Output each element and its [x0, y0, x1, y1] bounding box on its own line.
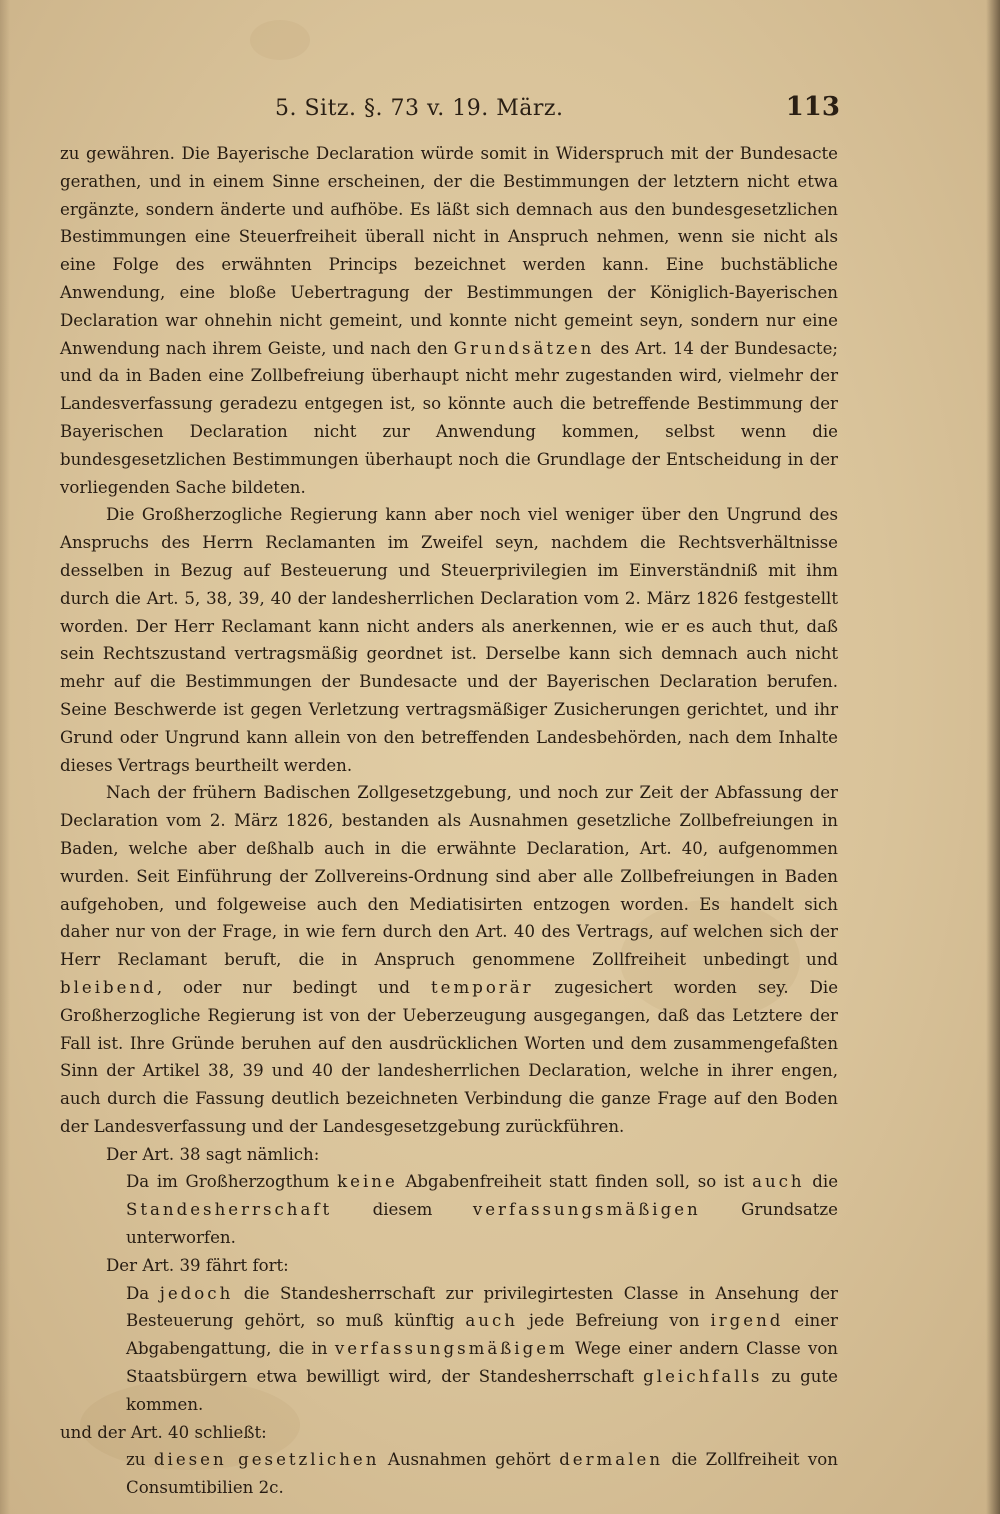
text-run: jede Befreiung von — [528, 1311, 700, 1331]
article-40-intro: und der Art. 40 schließt: — [60, 1422, 267, 1442]
text-run: zu gewähren. Die Bayerische Declaration würde somit in Widerspruch mit der Bundesacte gerathen, und in einem Sinne erscheinen, der die Bestimmungen der letztern nicht etwa ergänzte, sondern änderte und aufhöbe. Es läßt sich demnach aus den bundesgesetzlichen Bestimmungen eine Steuerfreiheit überall nicht in Anspruch nehmen, wenn sie nicht als eine Folge des erwähnten Princips bezeichnet werden kann. Eine buchstäbliche Anwendung, eine bloße Uebertragung der Bestimmungen der Königlich-Bayerischen Declaration war ohnehin nicht gemeint, und konnte nicht gemeint seyn, sondern nur eine Anwendung nach ihrem Geiste, und nach den — [60, 144, 838, 358]
article-40-quote — [60, 1446, 838, 1502]
spaced-text: jedoch — [159, 1283, 234, 1303]
text-run: die Standesherrschaft zur privilegirtesten Classe in Ansehung der Besteuerung gehört, so muß künftig — [126, 1283, 838, 1331]
spaced-text: Standesherrschaft — [126, 1200, 333, 1220]
text-run: Grundsatze unterworfen. — [126, 1200, 838, 1248]
text-run: Da im Großherzogthum — [126, 1172, 330, 1192]
spaced-text: irgend — [710, 1311, 784, 1331]
spaced-text: keine — [337, 1172, 398, 1192]
spaced-text: dermalen — [559, 1450, 664, 1470]
text-run: zu gute kommen. — [126, 1367, 838, 1414]
spaced-text: auch — [465, 1311, 518, 1331]
paragraph-continuation — [60, 140, 838, 501]
text-run: Da — [126, 1283, 150, 1303]
article-39-quote — [60, 1280, 838, 1419]
article-39-intro: Der Art. 39 fährt fort: — [106, 1255, 289, 1275]
page-number: 113 — [785, 92, 840, 122]
spaced-text: verfassungsmäßigem — [334, 1339, 568, 1359]
paragraph-regierung: Die Großherzogliche Regierung kann aber noch viel weniger über den Ungrund des Anspruchs des Herrn Reclamanten im Zweifel seyn, nachdem die Rechtsverhältnisse desselben in Bezug auf Besteuerung und Steuerprivilegien im Einverständniß mit ihm durch die Art. 5, 38, 39, 40 der landesherrlichen Declaration vom 2. März 1826 festgestellt worden. Der Herr Reclamant kann nicht anders als anerkennen, wie er es auch thut, daß sein Rechtszustand vertragsmäßig geordnet ist. Derselbe kann sich demnach auch nicht mehr auf die Bestimmungen der Bundesacte und der Bayerischen Declaration berufen. Seine Beschwerde ist gegen Verletzung vertragsmäßiger Zusicherungen gerichtet, und ihr Grund oder Ungrund kann allein von den betreffenden Landesbehörden, nach dem Inhalte dieses Vertrags beurtheilt werden. — [60, 505, 838, 775]
article-38-quote — [60, 1168, 838, 1251]
running-head — [60, 92, 840, 132]
spaced-text: bleibend — [60, 977, 157, 997]
text-run: einer Abgabengattung, die in — [126, 1311, 838, 1359]
text-run: Wege einer andern Classe von Staatsbürgern etwa bewilligt wird, der Standesherrschaft — [126, 1339, 838, 1387]
text-run: die Zollfreiheit von Consumtibilien 2c. — [126, 1450, 838, 1498]
spaced-text: diesen gesetzlichen — [153, 1450, 380, 1470]
book-spine-shadow — [986, 0, 1000, 1514]
page-left-edge — [0, 0, 10, 1514]
text-run: die — [812, 1172, 839, 1192]
paper-stain — [250, 20, 310, 60]
article-38-intro: Der Art. 38 sagt nämlich: — [106, 1144, 320, 1164]
spaced-text: verfassungsmäßigen — [472, 1200, 701, 1220]
text-run: des Art. 14 der Bundesacte; und da in Baden eine Zollbefreiung überhaupt nicht mehr zugestanden wird, vielmehr der Landesverfassung geradezu entgegen ist, so könnte auch die betreffende Bestimmung der Bayerischen Declaration nicht zur Anwendung kommen, selbst wenn die bundesgesetzlichen Bestimmungen überhaupt noch die Grundlage der Entscheidung in der vorliegenden Sache bildeten. — [60, 338, 838, 497]
text-run: , oder nur bedingt und — [156, 977, 410, 997]
spaced-text: Grundsätzen — [453, 338, 595, 358]
running-title: 5. Sitz. §. 73 v. 19. März. — [275, 96, 564, 121]
spaced-text: gleichfalls — [643, 1367, 763, 1387]
text-run: diesem — [372, 1200, 433, 1220]
spaced-text: temporär — [430, 977, 534, 997]
text-run: zu — [126, 1450, 146, 1470]
body-text — [60, 140, 838, 1502]
spaced-text: auch — [752, 1172, 805, 1192]
text-run: Abgabenfreiheit statt finden soll, so ist — [405, 1172, 745, 1192]
text-run: Nach der frühern Badischen Zollgesetzgebung, und noch zur Zeit der Abfassung der Declaration vom 2. März 1826, bestanden als Ausnahmen gesetzliche Zollbefreiungen in Baden, welche aber deßhalb auch in die erwähnte Declaration, Art. 40, aufgenommen wurden. Seit Einführung der Zollvereins-Ordnung sind aber alle Zollbefreiungen in Baden aufgehoben, und folgeweise auch den Mediatisirten entzogen worden. Es handelt sich daher nur von der Frage, in wie fern durch den Art. 40 des Vertrags, auf welchen sich der Herr Reclamant beruft, die in Anspruch genommene Zollfreiheit unbedingt und — [60, 783, 838, 970]
text-run: Ausnahmen gehört — [387, 1450, 551, 1470]
text-run: zugesichert worden sey. Die Großherzogliche Regierung ist von der Ueberzeugung ausgegangen, daß das Letztere der Fall ist. Ihre Gründe beruhen auf den ausdrücklichen Worten und dem zusammengefaßten Sinn der Artikel 38, 39 und 40 der landesherrlichen Declaration, welche in ihrer engen, auch durch die Fassung deutlich bezeichneten Verbindung die ganze Frage auf den Boden der Landesverfassung und der Landesgesetzgebung zurückführen. — [60, 977, 839, 1136]
paragraph-zollgesetzgebung — [60, 779, 838, 1140]
